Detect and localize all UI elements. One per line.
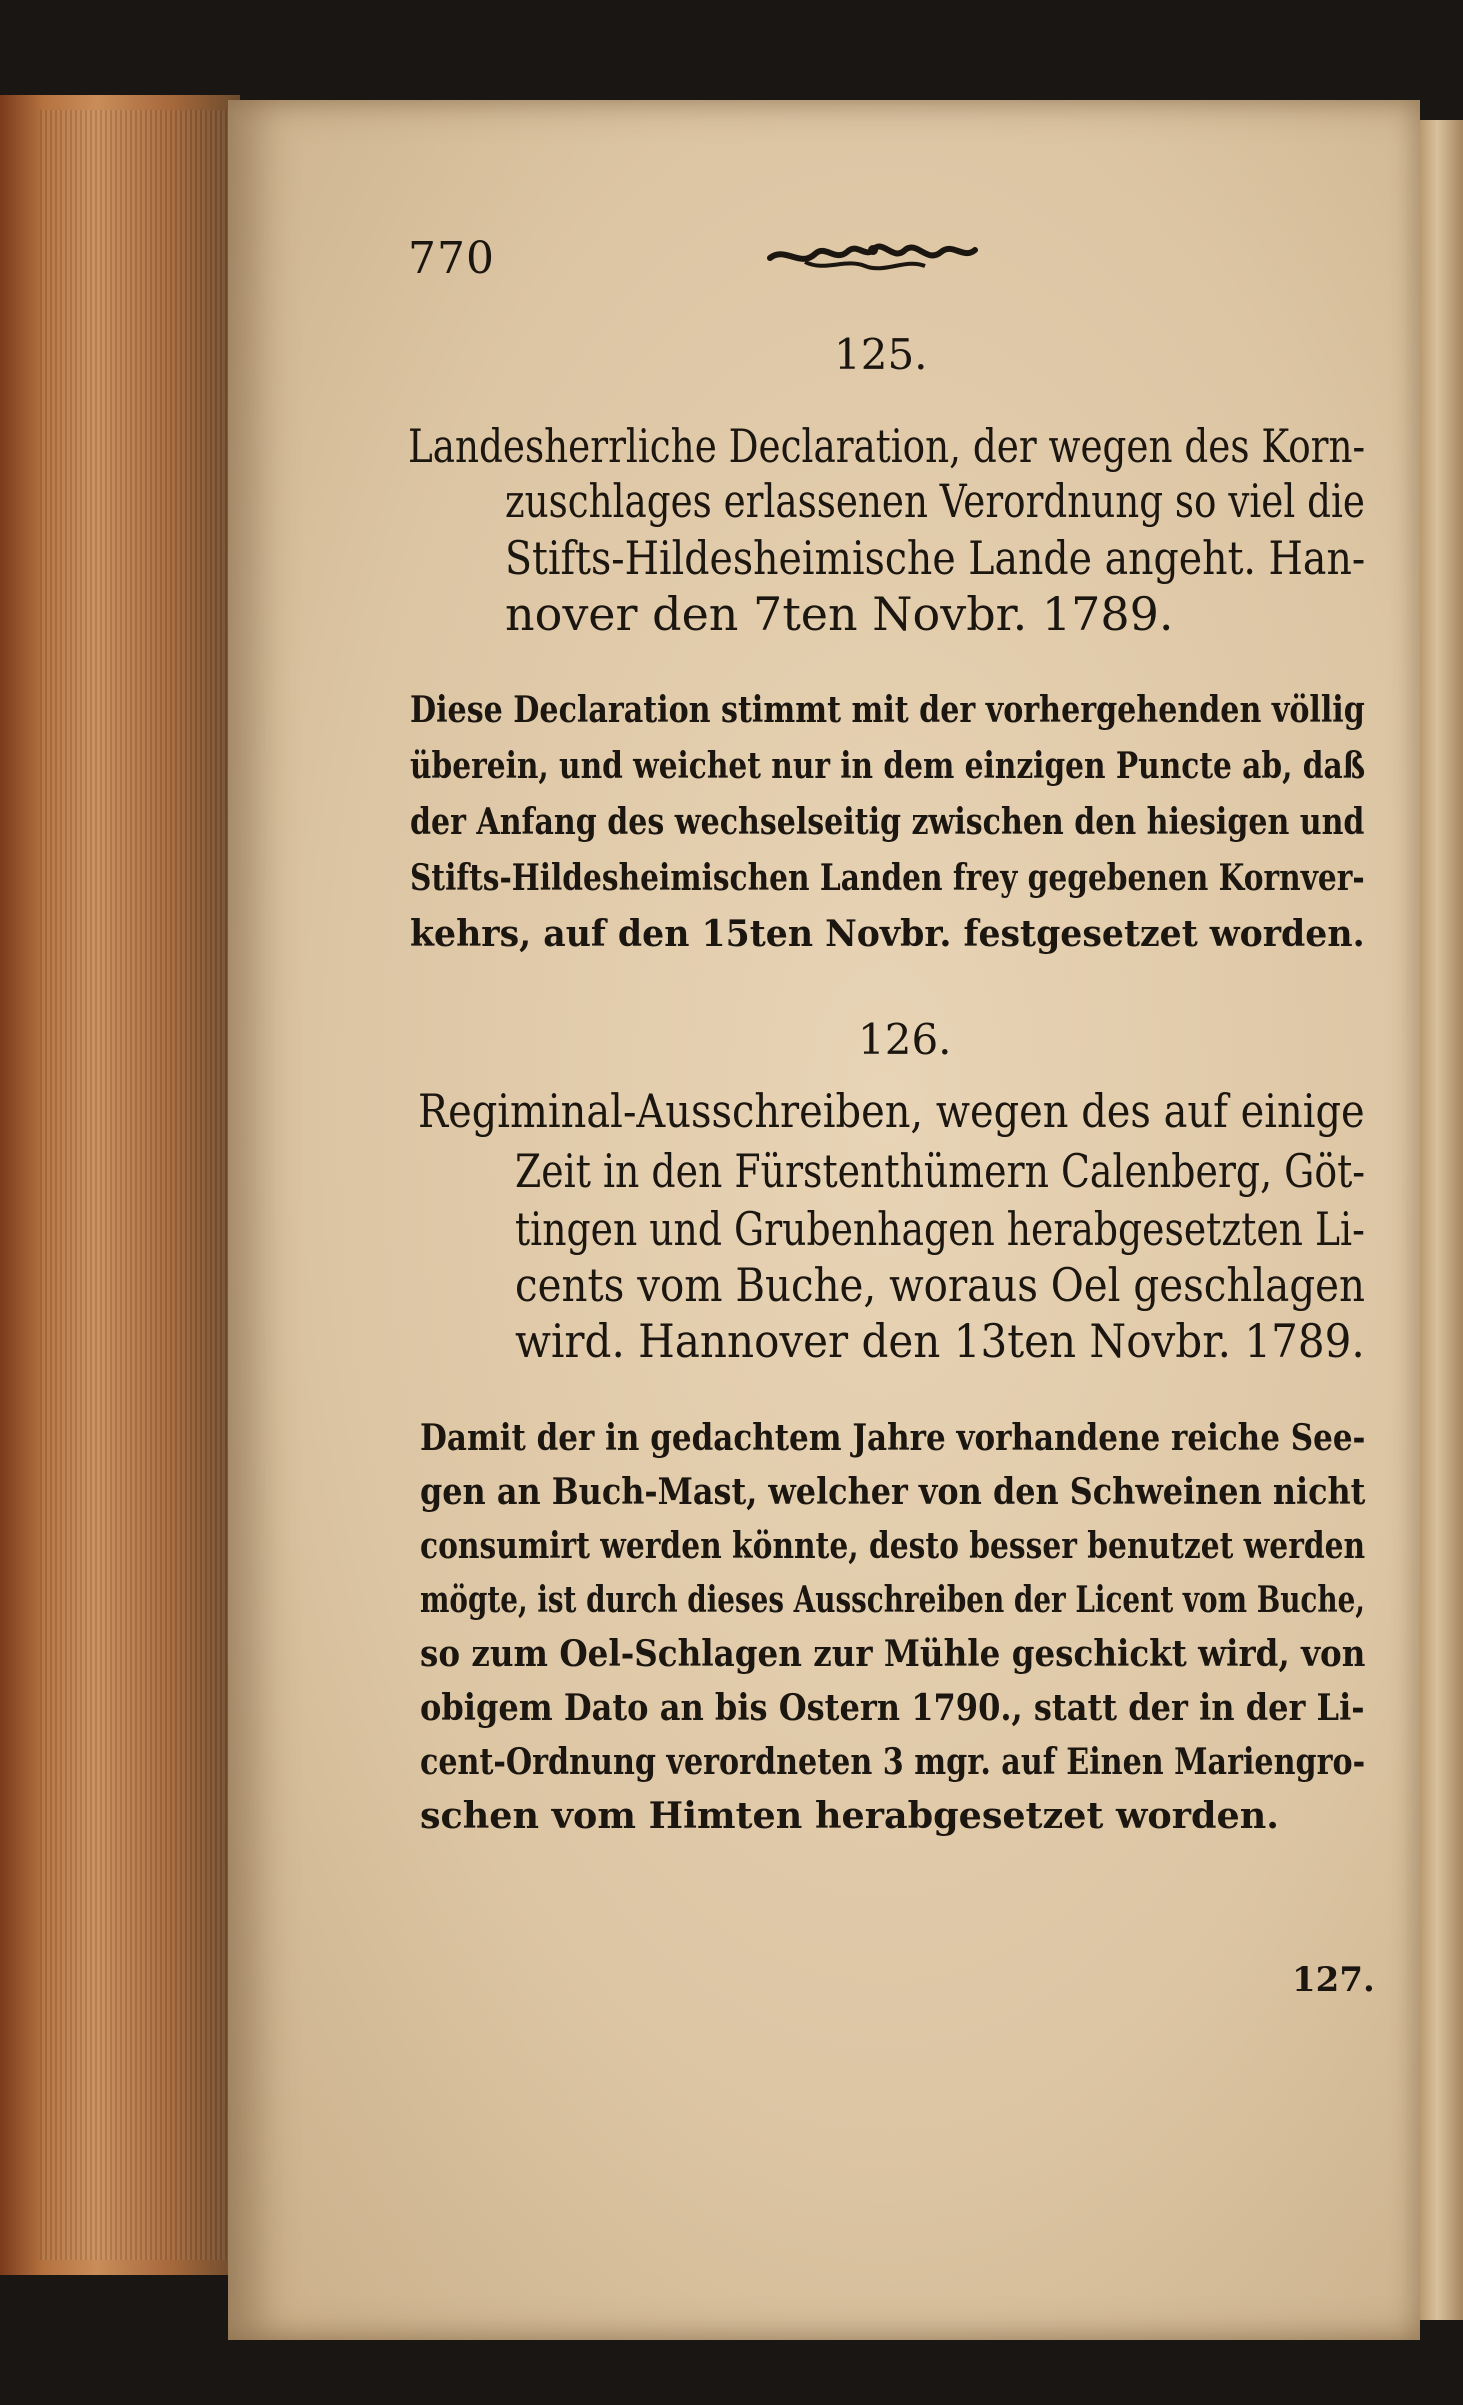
body-line: Stifts-Hildesheimischen Landen frey gegebenen Kornver- xyxy=(410,856,1365,899)
heading-line: Zeit in den Fürstenthümern Calenberg, Göt- xyxy=(515,1144,1366,1198)
heading-line: wird. Hannover den 13ten Novbr. 1789. xyxy=(515,1314,1365,1368)
body-line: kehrs, auf den 15ten Novbr. festgesetzet worden. xyxy=(410,912,1365,955)
body-line: überein, und weichet nur in dem einzigen Puncte ab, daß xyxy=(410,744,1366,787)
body-line: so zum Oel-Schlagen zur Mühle geschickt wird, von xyxy=(420,1632,1366,1675)
body-line: gen an Buch-Mast, welcher von den Schweinen nicht xyxy=(420,1470,1366,1513)
page-edge-texture xyxy=(40,110,230,2260)
body-line: consumirt werden könnte, desto besser benutzet werden xyxy=(420,1524,1366,1567)
catchword: 127. xyxy=(1292,1960,1375,2000)
body-line: Diese Declaration stimmt mit der vorhergehenden völlig xyxy=(410,688,1365,731)
body-line: cent-Ordnung verordneten 3 mgr. auf Einen Mariengro- xyxy=(420,1740,1366,1783)
header-ornament-icon xyxy=(765,228,980,278)
heading-line: Regiminal-Ausschreiben, wegen des auf einige xyxy=(418,1084,1365,1138)
heading-line: cents vom Buche, woraus Oel geschlagen xyxy=(515,1258,1366,1312)
body-line: schen vom Himten herabgesetzet worden. xyxy=(420,1794,1279,1837)
section-number-126: 126. xyxy=(858,1015,952,1064)
heading-line: Stifts-Hildesheimische Lande angeht. Han- xyxy=(505,531,1366,585)
body-line: mögte, ist durch dieses Ausschreiben der Licent vom Buche, xyxy=(420,1578,1365,1621)
heading-line: tingen und Grubenhagen herabgesetzten Li- xyxy=(515,1202,1365,1256)
body-line: der Anfang des wechselseitig zwischen den hiesigen und xyxy=(410,800,1365,843)
body-line: Damit der in gedachtem Jahre vorhandene reiche See- xyxy=(420,1416,1366,1459)
next-page-edge xyxy=(1420,120,1463,2320)
page-number: 770 xyxy=(408,233,495,284)
section-number-125: 125. xyxy=(834,330,928,379)
heading-line: Landesherrliche Declaration, der wegen des Korn- xyxy=(408,419,1366,473)
heading-line: zuschlages erlassenen Verordnung so viel die xyxy=(505,474,1365,528)
body-line: obigem Dato an bis Ostern 1790., statt der in der Li- xyxy=(420,1686,1365,1729)
heading-line: nover den 7ten Novbr. 1789. xyxy=(505,587,1174,641)
